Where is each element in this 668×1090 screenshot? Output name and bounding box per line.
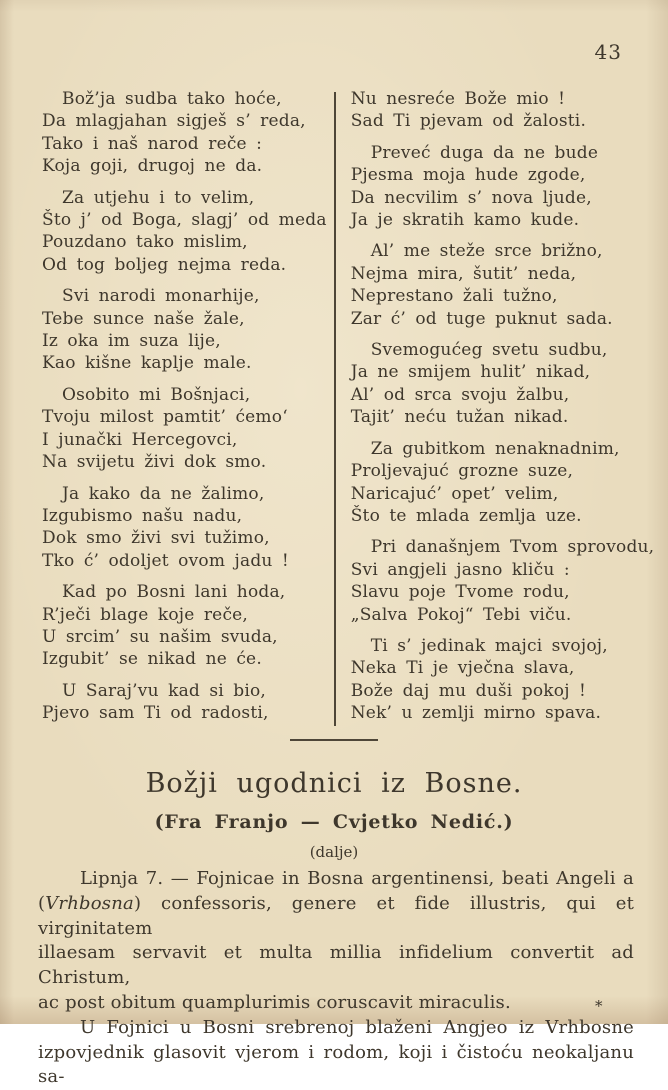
prose-block [38,867,634,1090]
poem-line: R’ječi blage koje reče, [42,604,249,625]
poem-line: Naricajuć’ opet’ velim, [350,483,559,504]
poem-line: Nejma mira, šutit’ neda, [350,263,577,284]
continuation-note: (dalje) [309,843,359,861]
stanza [42,483,327,573]
italic-text: Vrhbosna [45,892,134,914]
poem-line: Tajit’ neću tužan nikad. [350,407,569,428]
section-title: Božji ugodnici iz Bosne. [145,768,523,799]
poem-line: Pri današnjem Tvom sprovodu, [370,537,655,558]
stanza [351,438,655,528]
poem-line: Ja ne smijem hulit’ nikad, [350,362,591,383]
stanza [42,384,327,474]
poem-line: Sad Ti pjevam od žalosti. [350,111,587,132]
poem-line: Kad po Bosni lani hoda, [62,582,286,603]
poem-line: Dok smo živi svi tužimo, [42,528,270,549]
footnote-asterisk: * [595,997,603,1015]
section-divider-rule [290,739,378,741]
poem-line: Pouzdano tako mislim, [42,232,248,253]
stanza [351,88,655,133]
stanza [351,142,655,232]
poem-line: Iz oka im suza lije, [42,331,221,352]
poem-line: Proljevajuć grozne suze, [350,461,574,482]
poem-line: Da mlagjahan sigješ s’ reda, [42,111,306,132]
poem-line: Svi angjeli jasno kliču : [350,559,570,580]
poem-line: Bože daj mu duši pokoj ! [350,680,587,701]
column-divider-line [334,92,336,726]
poem-line: Al’ me steže srce brižno, [370,241,603,262]
poem-line: Od tog boljeg nejma reda. [42,254,287,275]
poem-line: „Salva Pokoj“ Tebi viču. [350,604,572,625]
poem-line: Ja kako da ne žalimo, [62,483,265,504]
poem-line: Da necvilim s’ nova ljude, [350,187,592,208]
poem-line: Nek’ u zemlji mirno spava. [350,703,602,724]
poem-line: Tvoju milost pamtit’ ćemo‘ [42,407,288,428]
prose-paragraph [38,867,634,1016]
prose-line [38,892,634,942]
stanza [42,187,327,277]
prose-paragraph [38,1016,634,1090]
poem-line: Pjesma moja hude zgode, [350,165,586,186]
stanza [42,581,327,671]
poem-line: I junački Hercegovci, [42,429,238,450]
poem-line: Za gubitkom nenaknadnim, [370,438,620,459]
text-segment: U Fojnici u Bosni srebrenoj blaženi Angjeo iz Vrhbosne [80,1016,634,1038]
poem-column-left [42,88,327,725]
text-segment: illaesam servavit et multa millia infidelium convertit ad Christum, [38,942,634,989]
prose-line [38,1041,634,1090]
poem-line: Na svijetu živi dok smo. [42,452,267,473]
poem-line: Nu nesreće Bože mio ! [350,89,566,109]
stanza [42,88,327,178]
poem-line: Što j’ od Boga, slagj’ od meda [42,210,327,231]
poem-line: Ti s’ jedinak majci svojoj, [370,635,608,656]
stanza [351,339,655,429]
text-segment: izpovjednik glasovit vjerom i rodom, koji i čistoću neokaljanu sa- [38,1041,634,1088]
poem-line: Pjevo sam Ti od radosti, [42,703,269,724]
text-segment: Lipnja 7. — Fojnicae in Bosna argentinensi, beati Angeli a [80,868,634,889]
poem-section [42,88,655,725]
poem-column-right [327,88,655,725]
prose-line [38,991,634,1016]
poem-line: Svemogućeg svetu sudbu, [370,340,608,361]
stanza [42,285,327,375]
text-segment: ( [38,892,46,914]
poem-line: Tebe sunce naše žale, [42,308,245,329]
stanza [42,680,327,725]
poem-line: Izgubismo našu nadu, [42,505,243,526]
poem-line: Osobito mi Bošnjaci, [62,384,251,405]
poem-line: Neprestano žali tužno, [350,286,558,307]
section-subtitle: (Fra Franjo — Cvjetko Nedić.) [154,811,514,833]
poem-line: Slavu poje Tvome rodu, [350,582,570,603]
prose-line [38,941,634,991]
poem-line: Za utjehu i to velim, [62,187,255,208]
poem-line: Ja je skratih kamo kude. [350,210,580,231]
poem-line: Izgubit’ se nikad ne će. [42,649,262,670]
poem-line: U srcim’ su našim svuda, [42,626,278,647]
prose-line [38,867,634,892]
poem-line: Svi narodi monarhije, [62,286,260,307]
stanza [351,635,655,725]
poem-line: Što te mlada zemlja uze. [350,505,582,526]
prose-line [38,1016,634,1041]
poem-line: Tako i naš narod reče : [42,133,263,154]
poem-line: Preveć duga da ne bude [370,142,599,163]
text-segment: ) confessoris, genere et fide illustris, qui et virginitatem [38,892,634,939]
stanza [351,536,655,626]
poem-line: Kao kišne kaplje male. [42,353,252,374]
poem-line: Al’ od srca svoju žalbu, [350,384,570,405]
poem-line: Zar ć’ od tuge puknut sada. [350,308,613,329]
page-number: 43 [594,40,622,64]
poem-line: Tko ć’ odoljet ovom jadu ! [42,550,289,571]
stanza [351,240,655,330]
text-segment: ac post obitum quamplurimis coruscavit miraculis. [38,991,511,1013]
poem-line: Neka Ti je vječna slava, [350,658,575,679]
poem-line: Koja goji, drugoj ne da. [42,156,263,177]
poem-line: U Saraj’vu kad si bio, [62,680,267,701]
poem-line: Bož’ja sudba tako hoće, [62,89,282,109]
